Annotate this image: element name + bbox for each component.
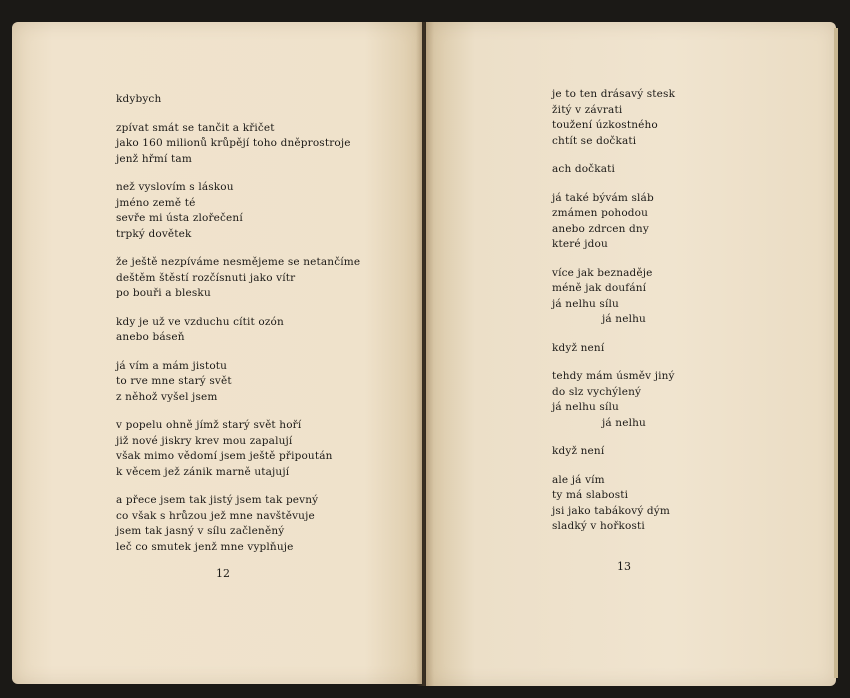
stanza-break — [552, 431, 822, 444]
poem-line: ach dočkati — [552, 163, 616, 175]
poem-line: sladký v hořkosti — [552, 520, 645, 532]
poem-line: když není — [552, 445, 605, 457]
poem-line: do slz vychýlený — [552, 385, 642, 398]
poem-line: kdybych — [116, 93, 162, 105]
stanza-break — [116, 167, 416, 180]
poem-line: méně jak doufání — [552, 282, 647, 294]
stanza-break — [552, 460, 822, 473]
right-page-poem — [552, 87, 822, 535]
poem-line: sevře mi ústa zlořečení — [116, 212, 243, 224]
poem-line: které jdou — [552, 238, 608, 250]
page-edge — [834, 28, 838, 678]
poem-line: k věcem jež zánik marně utajují — [116, 465, 290, 478]
poem-line: již nové jiskry krev mou zapalují — [116, 434, 293, 447]
stanza-break — [116, 108, 416, 121]
poem-line: že ještě nezpíváme nesmějeme se netančíme — [116, 256, 361, 268]
poem-line: po bouři a blesku — [116, 287, 211, 299]
poem-line: co však s hrůzou jež mne navštěvuje — [116, 509, 315, 522]
stanza-break — [552, 149, 822, 162]
poem-line: toužení úzkostného — [552, 119, 658, 131]
stanza-break — [116, 405, 416, 418]
book-gutter — [416, 22, 434, 686]
stanza-break — [552, 178, 822, 191]
poem-line: než vyslovím s láskou — [116, 181, 234, 193]
stanza-break — [116, 346, 416, 359]
poem-line: já nelhu — [602, 313, 646, 325]
poem-line: já také bývám sláb — [552, 191, 654, 204]
poem-line: tehdy mám úsměv jiný — [552, 370, 675, 382]
poem-line: a přece jsem tak jistý jsem tak pevný — [116, 494, 319, 506]
poem-line: trpký dovětek — [116, 227, 192, 240]
left-page-poem — [116, 92, 416, 555]
poem-line: já nelhu sílu — [552, 401, 619, 413]
poem-line: ty má slabosti — [552, 489, 629, 501]
poem-line: chtít se dočkati — [552, 134, 637, 147]
poem-line: jméno země té — [116, 196, 196, 209]
poem-line: v popelu ohně jímž starý svět hoří — [116, 419, 302, 431]
poem-line: jako 160 milionů krůpějí toho dněprostroje — [116, 137, 351, 149]
poem-line: leč co smutek jenž mne vyplňuje — [116, 540, 294, 553]
poem-line: však mimo vědomí jsem ještě připoután — [116, 450, 333, 462]
poem-line: je to ten drásavý stesk — [552, 88, 676, 100]
stanza-break — [552, 328, 822, 341]
poem-line: žitý v závrati — [552, 103, 623, 116]
poem-line: anebo zdrcen dny — [552, 222, 649, 235]
stanza-break — [116, 242, 416, 255]
poem-line: jsem tak jasný v sílu začleněný — [116, 525, 285, 537]
stanza-break — [116, 302, 416, 315]
poem-line: deštěm štěstí rozčísnuti jako vítr — [116, 271, 296, 284]
stanza-break — [552, 253, 822, 266]
poem-line: více jak beznaděje — [552, 266, 653, 279]
poem-line: anebo báseň — [116, 331, 185, 343]
stanza-break — [116, 480, 416, 493]
poem-line: já vím a mám jistotu — [116, 359, 228, 372]
poem-line: zpívat smát se tančit a křičet — [116, 121, 275, 134]
poem-line: ale já vím — [552, 473, 605, 486]
poem-line: kdy je už ve vzduchu cítit ozón — [116, 315, 284, 328]
poem-line: to rve mne starý svět — [116, 375, 232, 387]
stanza-break — [552, 356, 822, 369]
poem-line: zmámen pohodou — [552, 207, 649, 219]
poem-line: já nelhu sílu — [552, 297, 619, 310]
poem-line: když není — [552, 341, 605, 354]
poem-line: jenž hřmí tam — [116, 152, 192, 165]
poem-line: já nelhu — [602, 416, 646, 429]
poem-line: jsi jako tabákový dým — [552, 504, 670, 517]
poem-line: z něhož vyšel jsem — [116, 390, 218, 403]
page-number-left: 12 — [216, 567, 230, 580]
page-number-right: 13 — [617, 560, 631, 573]
